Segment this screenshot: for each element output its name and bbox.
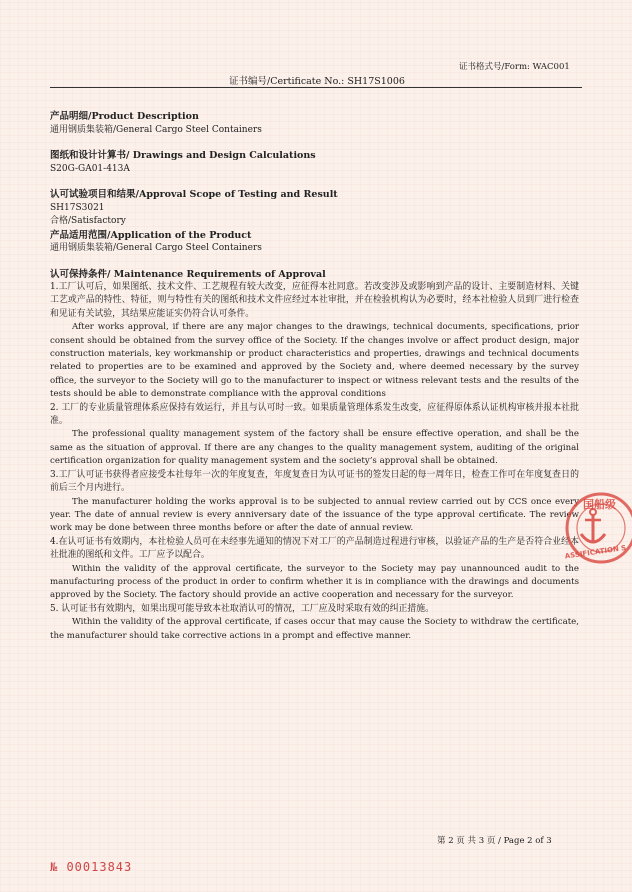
- maintenance-item-4-cn: 4.在认可证书有效期内，本社检验人员可在未经事先通知的情况下对工厂的产品制造过程进行审核，以验证产品的生产是否符合业经本社批准的图纸和文件。工厂应予以配合。: [50, 536, 579, 561]
- maintenance-item-4-en: Within the validity of the approval certificate, the surveyor to the Society may pay unannounced audit to the manufacturing process of the product in order to confirm whether it is in compliance with the drawings and documents approved by the Society. The factory should provide an active cooperation and necessary for the surveyor.: [50, 563, 579, 601]
- application-title: 产品适用范围/Application of the Product: [50, 229, 252, 241]
- approval-scope-result: 合格/Satisfactory: [50, 216, 126, 226]
- maintenance-item-3-en: The manufacturer holding the works approval is to be subjected to annual review carried out by CCS once every year. The date of annual review is every anniversary date of the issuance of the type approval certificate. The review work may be done between three months before or after the date of annual review.: [50, 496, 579, 534]
- maintenance-item-1-en: After works approval, if there are any major changes to the drawings, technical documents, specifications, prior consent should be obtained from the survey office of the Society. If the changes involve or affect product design, major construction materials, key workmanship or product characteristics and properties, drawings and technical documents related to properties are to be examined and approved by the Society and, where deemed necessary by the survey office, the surveyor to the Society will go to the manufacturer to inspect or witness relevant tests and the results of the tests should be able to demonstrate compliance with the approval conditions: [50, 322, 579, 400]
- maintenance-item-2-cn: 2. 工厂的专业质量管理体系应保持有效运行，并且与认可时一致。如果质量管理体系发生改变，应征得原体系认证机构审核并报本社批准。: [50, 402, 579, 427]
- stamp-text-bottom: ASSIFICATION S: [564, 543, 627, 561]
- maintenance-item-1-cn: 1.工厂认可后，如果图纸、技术文件、工艺规程有较大改变，应征得本社同意。若改变涉及或影响到产品的设计、主要制造材料、关键工艺或产品的特性、特征，则与特性有关的图纸和技术文件应经过本社审批，并在检验机构认为必要时，经本社检验人员到厂进行检查和见证有关试验，其结果应能证实仍符合认可条件。: [50, 282, 579, 319]
- application-value: 通用钢质集装箱/General Cargo Steel Containers: [50, 243, 262, 253]
- drawings-value: S20G-GA01-413A: [50, 163, 130, 174]
- stamp-text-top: 国船级: [583, 498, 616, 511]
- serial-number: № 00013843: [50, 860, 133, 874]
- form-number: 证书格式号/Form: WAC001: [459, 62, 570, 72]
- anchor-icon: [581, 509, 605, 542]
- drawings-title: 图纸和设计计算书/ Drawings and Design Calculations: [50, 150, 316, 161]
- maintenance-item-5-en: Within the validity of the approval certificate, if cases occur that may cause the Society to withdraw the certificate, the manufacturer should take corrective actions in a prompt and effective manner.: [50, 617, 579, 641]
- ccs-seal-stamp: [563, 490, 632, 566]
- maintenance-item-5-cn: 5. 认可证书有效期内，如果出现可能导致本社取消认可的情况，工厂应及时采取有效的纠正措施。: [50, 603, 435, 614]
- certificate-number: 证书编号/Certificate No.: SH17S1006: [229, 76, 405, 87]
- certificate-body: [50, 110, 579, 643]
- product-description-value: 通用钢质集装箱/General Cargo Steel Containers: [50, 124, 262, 135]
- product-description-title: 产品明细/Product Description: [50, 111, 199, 122]
- page-number: 第 2 页 共 3 页 / Page 2 of 3: [437, 836, 552, 846]
- approval-scope-report: SH17S3021: [50, 202, 105, 213]
- maintenance-item-3-cn: 3.工厂认可证书获得者应接受本社每年一次的年度复查，年度复查日为认可证书的签发日起的每一周年日，检查工作可在年度复查日的前后三个月内进行。: [50, 469, 579, 494]
- maintenance-title: 认可保持条件/ Maintenance Requirements of Approval: [50, 268, 326, 280]
- approval-scope-title: 认可试验项目和结果/Approval Scope of Testing and Result: [50, 189, 338, 200]
- header-divider: [50, 87, 582, 88]
- maintenance-item-2-en: The professional quality management system of the factory shall be ensure effective operation, and shall be the same as the situation of approval. If there are any changes to the quality management system, auditing of the original certification organization for quality management system and the society’s approval shall be obtained.: [50, 429, 579, 467]
